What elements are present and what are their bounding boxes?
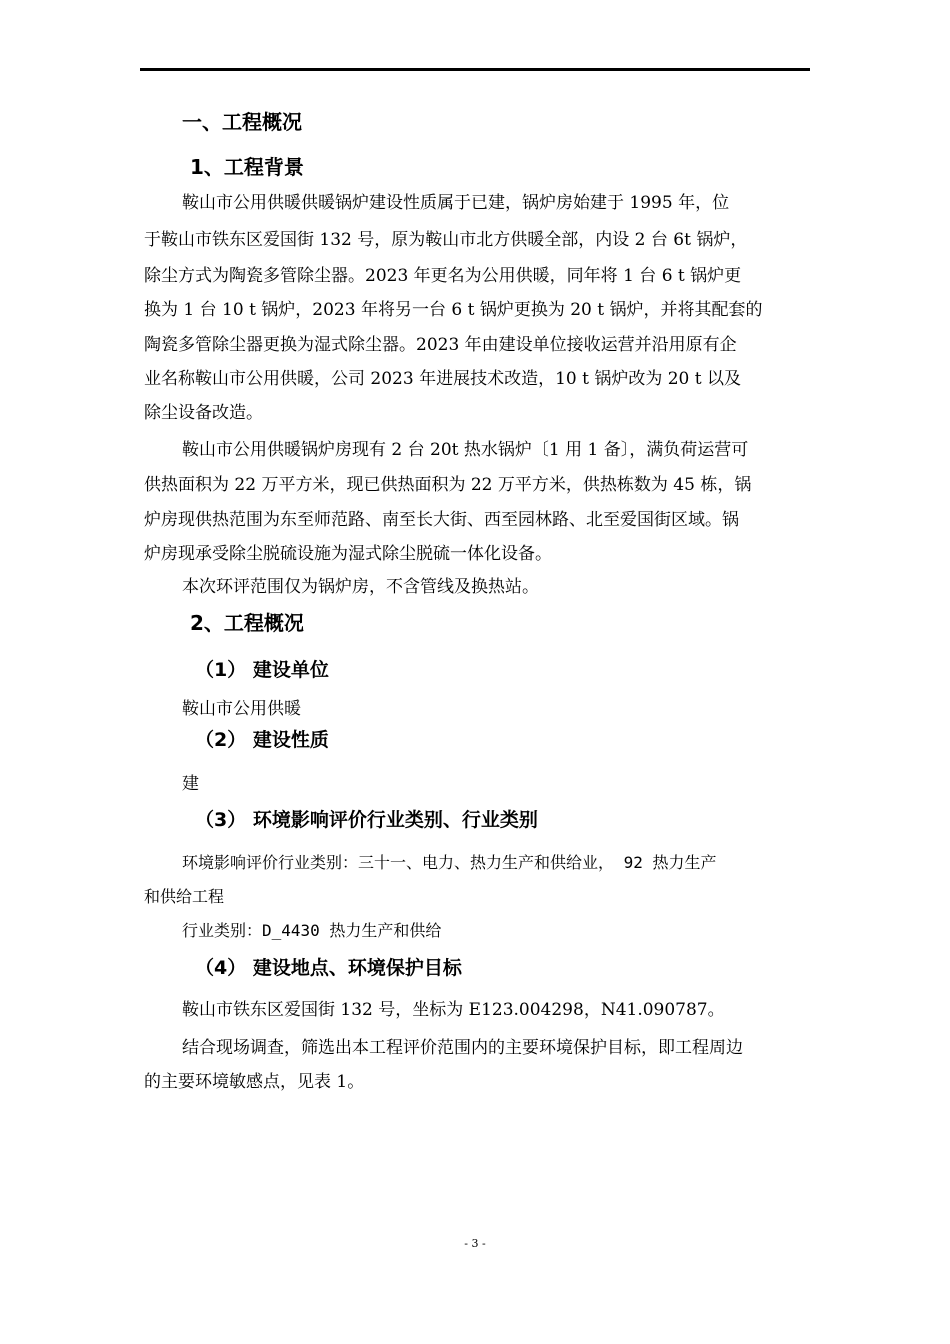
text-line: 除尘设备改造。 bbox=[144, 403, 263, 423]
industry-category-line: 和供给工程 bbox=[144, 887, 225, 906]
text-line: 于鞍山市铁东区爱国街 132 号，原为鞍山市北方供暖全部，内设 2 台 6t 锅炉， bbox=[144, 230, 748, 250]
item-title-construction-nature: （2） 建设性质 bbox=[195, 729, 329, 751]
text-line: 业名称鞍山市公用供暖，公司 2023 年进展技术改造，10 t 锅炉改为 20 t 以及 bbox=[144, 369, 742, 389]
survey-text-line: 的主要环境敏感点，见表 1。 bbox=[144, 1072, 365, 1092]
item-title-location: （4） 建设地点、环境保护目标 bbox=[195, 957, 462, 979]
location-text: 鞍山市铁东区爱国街 132 号，坐标为 E123.004298，N41.090787。 bbox=[182, 1000, 725, 1020]
construction-nature-text: 建 bbox=[182, 774, 199, 794]
subsection-title-overview: 2、工程概况 bbox=[190, 611, 304, 635]
text-line: 炉房现承受除尘脱硫设施为湿式除尘脱硫一体化设备。 bbox=[144, 544, 552, 564]
subsection-title-background: 1、工程背景 bbox=[190, 155, 304, 179]
industry-code-line: 行业类别：D_4430 热力生产和供给 bbox=[182, 921, 442, 940]
text-line: 鞍山市公用供暖锅炉房现有 2 台 20t 热水锅炉〔1 用 1 备〕，满负荷运营可 bbox=[182, 440, 749, 460]
page-number: - 3 - bbox=[464, 1237, 486, 1250]
text-line: 供热面积为 22 万平方米，现已供热面积为 22 万平方米，供热栋数为 45 栋，锅 bbox=[144, 475, 752, 495]
text-line: 除尘方式为陶瓷多管除尘器。2023 年更名为公用供暖，同年将 1 台 6 t 锅炉更 bbox=[144, 266, 742, 286]
industry-category-line: 环境影响评价行业类别：三十一、电力、热力生产和供给业， 92 热力生产 bbox=[182, 853, 717, 872]
text-line: 陶瓷多管除尘器更换为湿式除尘器。2023 年由建设单位接收运营并沿用原有企 bbox=[144, 335, 737, 355]
item-title-industry-category: （3） 环境影响评价行业类别、行业类别 bbox=[195, 809, 538, 831]
construction-unit-text: 鞍山市公用供暖 bbox=[182, 699, 301, 719]
survey-text-line: 结合现场调查，筛选出本工程评价范围内的主要环境保护目标，即工程周边 bbox=[182, 1038, 743, 1058]
text-line: 换为 1 台 10 t 锅炉，2023 年将另一台 6 t 锅炉更换为 20 t 锅炉，并将其配套的 bbox=[144, 300, 763, 320]
item-title-construction-unit: （1） 建设单位 bbox=[195, 659, 329, 681]
section-title: 一、工程概况 bbox=[182, 110, 302, 134]
text-line: 鞍山市公用供暖供暖锅炉建设性质属于已建，锅炉房始建于 1995 年，位 bbox=[182, 193, 730, 213]
text-line: 炉房现供热范围为东至师范路、南至长大街、西至园林路、北至爱国街区域。锅 bbox=[144, 510, 739, 530]
header-rule bbox=[140, 68, 810, 71]
scope-paragraph: 本次环评范围仅为锅炉房，不含管线及换热站。 bbox=[182, 577, 539, 597]
